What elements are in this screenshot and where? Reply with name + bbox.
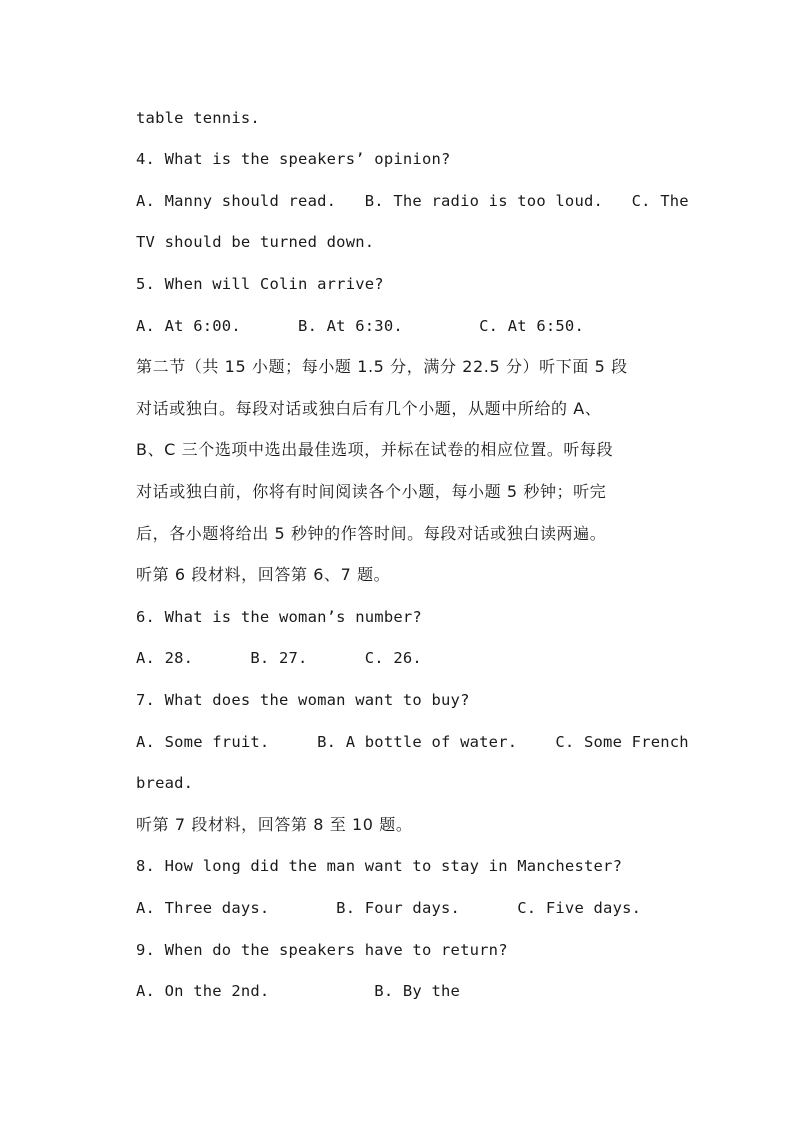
question-6: 6. What is the woman’s number?	[136, 608, 422, 626]
section-instructions: 后，各小题将给出 5 秒钟的作答时间。每段对话或独白读两遍。	[136, 524, 607, 543]
options-7: A. Some fruit. B. A bottle of water. C. Some French	[136, 733, 689, 751]
section-instructions: 对话或独白。每段对话或独白后有几个小题，从题中所给的 A、	[136, 399, 602, 418]
text-line: table tennis.	[136, 109, 260, 127]
options-5: A. At 6:00. B. At 6:30. C. At 6:50.	[136, 317, 584, 335]
text-line: TV should be turned down.	[136, 233, 375, 251]
material-heading: 听第 7 段材料，回答第 8 至 10 题。	[136, 815, 413, 834]
options-9: A. On the 2nd. B. By the	[136, 982, 461, 1000]
options-8: A. Three days. B. Four days. C. Five days.	[136, 899, 642, 917]
options-6: A. 28. B. 27. C. 26.	[136, 649, 422, 667]
question-4: 4. What is the speakers’ opinion?	[136, 150, 451, 168]
question-9: 9. When do the speakers have to return?	[136, 941, 508, 959]
text-line: bread.	[136, 774, 194, 792]
question-7: 7. What does the woman want to buy?	[136, 691, 470, 709]
question-5: 5. When will Colin arrive?	[136, 275, 384, 293]
question-8: 8. How long did the man want to stay in Manchester?	[136, 857, 623, 875]
section-instructions: 第二节（共 15 小题；每小题 1.5 分，满分 22.5 分）听下面 5 段	[136, 357, 628, 376]
material-heading: 听第 6 段材料，回答第 6、7 题。	[136, 565, 391, 584]
section-instructions: B、C 三个选项中选出最佳选项，并标在试卷的相应位置。听每段	[136, 440, 614, 459]
section-instructions: 对话或独白前，你将有时间阅读各个小题，每小题 5 秒钟；听完	[136, 482, 607, 501]
options-4: A. Manny should read. B. The radio is too loud. C. The	[136, 192, 689, 210]
